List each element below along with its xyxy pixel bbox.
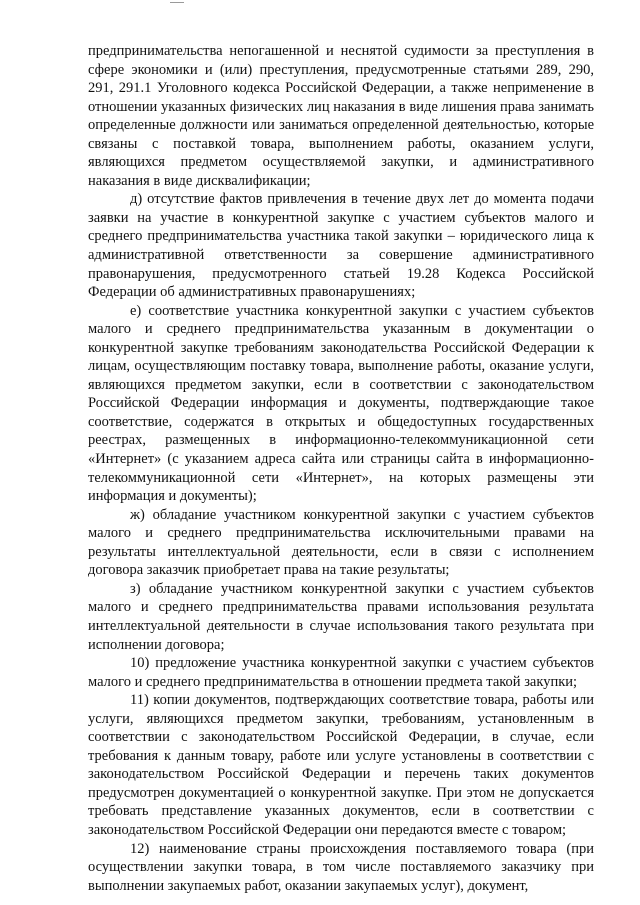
paragraph-item-z: з) обладание участником конкурентной закупки с участием субъектов малого и среднего предпринимательства правами использования результата интеллектуальной деятельности в случае использования такого результата при исполнении договора; <box>88 580 594 653</box>
paragraph-item-12: 12) наименование страны происхождения поставляемого товара (при осуществлении закупки товара, в том числе поставляемого заказчику при выполнении закупаемых работ, оказании закупаемых услуг), документ, <box>88 840 594 894</box>
document-body <box>88 42 594 895</box>
paragraph-item-zh: ж) обладание участником конкурентной закупки с участием субъектов малого и среднего предпринимательства исключительными правами на результаты интеллектуальной деятельности, если в связи с исполнением договора заказчик приобретает права на такие результаты; <box>88 506 594 579</box>
paragraph-item-10: 10) предложение участника конкурентной закупки с участием субъектов малого и среднего предпринимательства в отношении предмета такой закупки; <box>88 655 594 690</box>
paragraph-item-11: 11) копии документов, подтверждающих соответствие товара, работы или услуги, являющихся предметом закупки, требованиям, установленным в соответствии с законодательством Российской Федерации, в случае, если требования к данным товару, работе или услуге установлены в соответствии с законодательством Российской Федерации и перечень таких документов предусмотрен документацией о конкурентной закупке. При этом не допускается требовать представление указанных документов, если в соответствии с законодательством Российской Федерации они передаются вместе с товаром; <box>88 692 594 838</box>
paragraph-item-d: д) отсутствие фактов привлечения в течение двух лет до момента подачи заявки на участие в конкурентной закупке с участием субъектов малого и среднего предпринимательства участника такой закупки – юридического лица к административной ответственности за совершение административного правонарушения, предусмотренного статьей 19.28 Кодекса Российской Федерации об административных правонарушениях; <box>88 191 594 301</box>
scan-mark <box>170 2 184 3</box>
paragraph-continuation: предпринимательства непогашенной и неснятой судимости за преступления в сфере экономики и (или) преступления, предусмотренные статьями 289, 290, 291, 291.1 Уголовного кодекса Российской Федерации, а также неприменение в отношении указанных физических лиц наказания в виде лишения права занимать определенные должности или заниматься определенной деятельностью, которые связаны с поставкой товара, выполнением работы, оказанием услуги, являющихся предметом осуществляемой закупки, и административного наказания в виде дисквалификации; <box>88 43 594 189</box>
paragraph-item-e: е) соответствие участника конкурентной закупки с участием субъектов малого и среднего предпринимательства указанным в документации о конкурентной закупке требованиям законодательства Российской Федерации к лицам, осуществляющим поставку товара, выполнение работы, оказание услуги, являющихся предметом закупки, если в соответствии с законодательством Российской Федерации информация и документы, подтверждающие такое соответствие, содержатся в открытых и общедоступных государственных реестрах, размещенных в информационно-телекоммуникационной сети «Интернет» (с указанием адреса сайта или страницы сайта в информационно-телекоммуникационной сети «Интернет», на которых размещены эти информация и документы); <box>88 302 594 505</box>
